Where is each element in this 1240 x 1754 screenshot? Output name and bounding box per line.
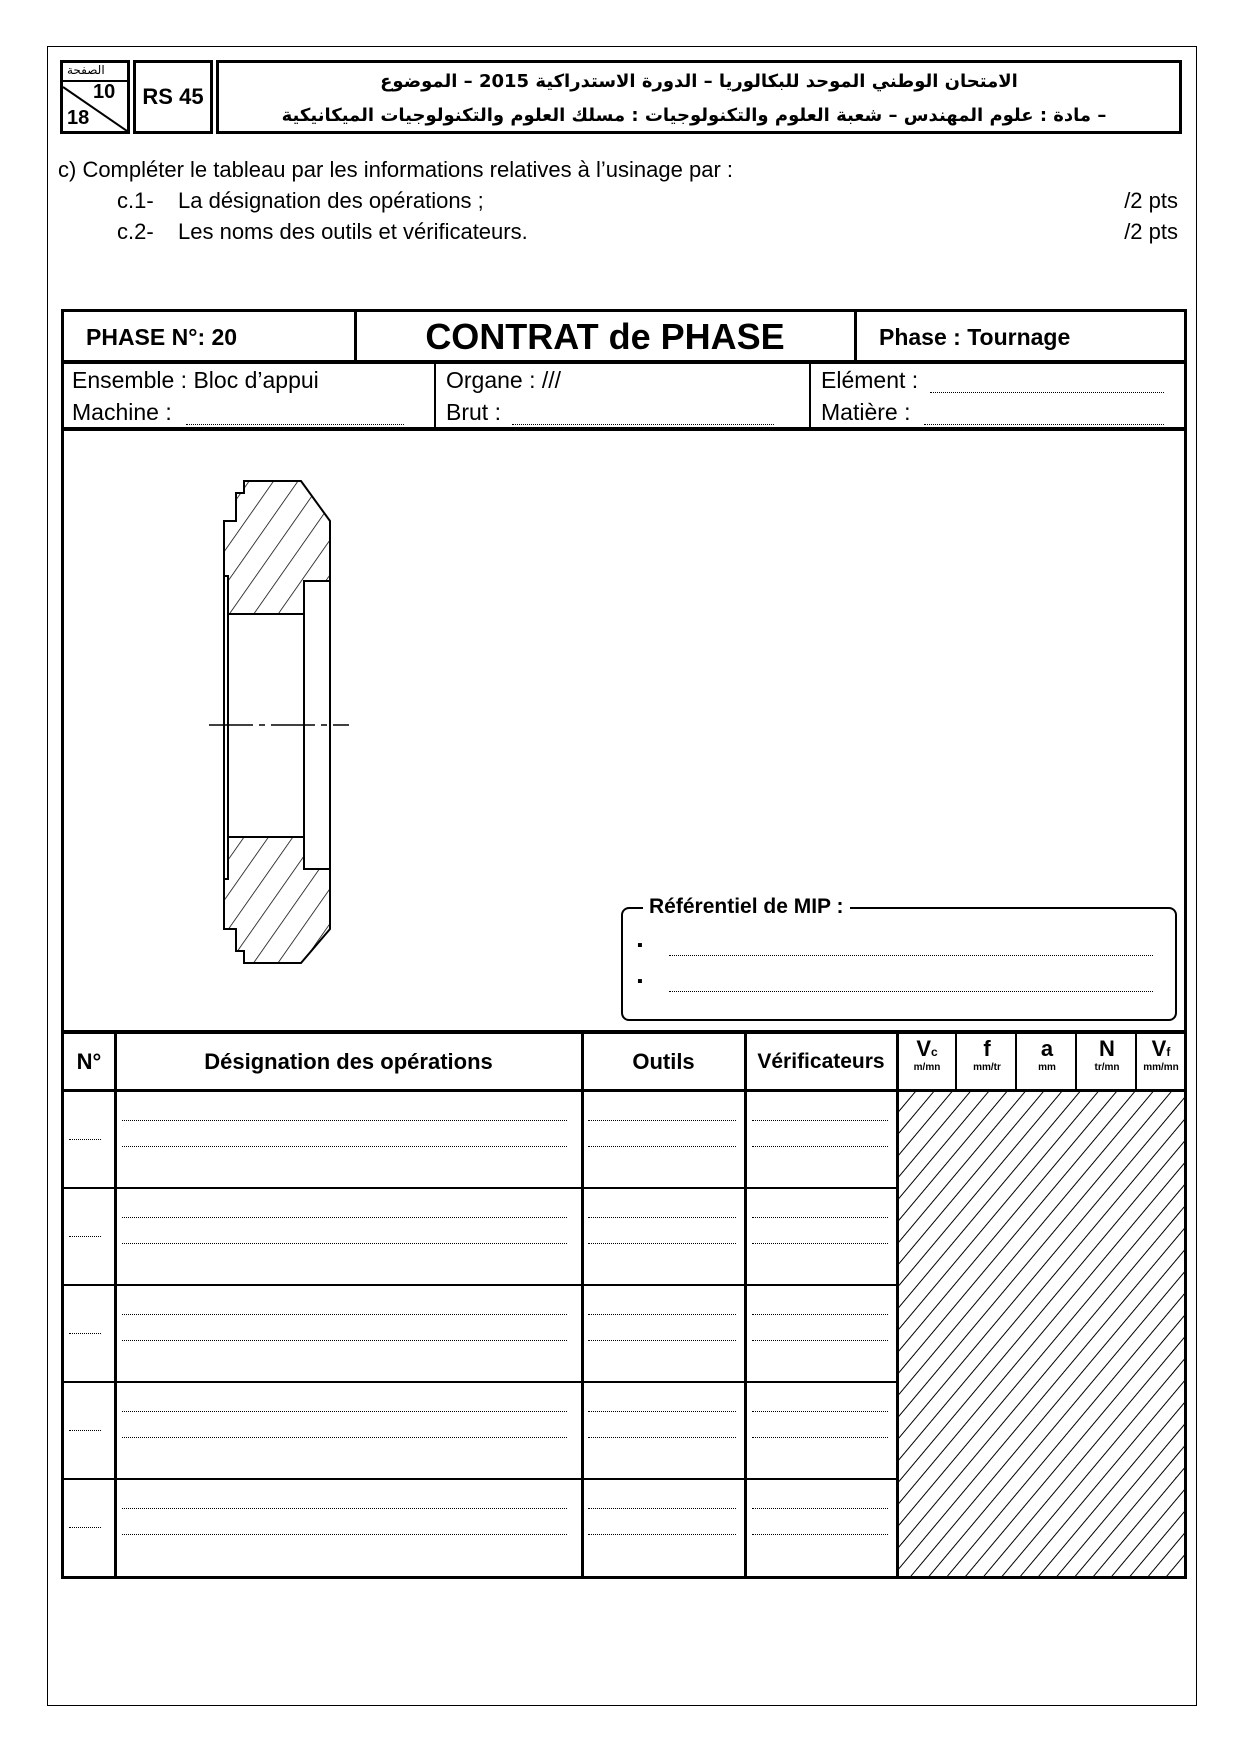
outils-fill-line[interactable] [588, 1243, 736, 1244]
info-row [61, 361, 1187, 430]
question-item-2-num: c.2- [117, 219, 154, 244]
row-number-fill[interactable] [69, 1430, 101, 1431]
verificateurs-fill-line[interactable] [752, 1314, 888, 1315]
designation-fill-line[interactable] [122, 1243, 567, 1244]
page-number-box [60, 60, 130, 134]
phase-type: Phase : Tournage [879, 324, 1071, 350]
matiere-label: Matière : [821, 399, 911, 425]
designation-fill-line[interactable] [122, 1508, 567, 1509]
row-number-fill[interactable] [69, 1527, 101, 1528]
designation-fill-line[interactable] [122, 1120, 567, 1121]
subject-code: RS 45 [133, 60, 213, 134]
designation-fill-line[interactable] [122, 1411, 567, 1412]
row-number-fill[interactable] [69, 1333, 101, 1334]
matiere-fill-line[interactable] [924, 424, 1164, 425]
mip-bullet-2: ▪ [637, 973, 643, 990]
operations-table [61, 1031, 1187, 1579]
outils-fill-line[interactable] [588, 1314, 736, 1315]
param-n: N tr/mn [1094, 1036, 1120, 1073]
verificateurs-fill-line[interactable] [752, 1217, 888, 1218]
phase-number: PHASE N°: 20 [86, 324, 238, 350]
header-verificateurs: Vérificateurs [757, 1050, 885, 1073]
brut-label: Brut : [446, 399, 501, 425]
verificateurs-fill-line[interactable] [752, 1243, 888, 1244]
organe-label: Organe : /// [446, 367, 562, 393]
verificateurs-fill-line[interactable] [752, 1411, 888, 1412]
exam-header [216, 60, 1182, 134]
element-fill-line[interactable] [930, 392, 1164, 393]
verificateurs-fill-line[interactable] [752, 1340, 888, 1341]
page-number: 10 [93, 81, 116, 103]
machine-label: Machine : [72, 399, 172, 425]
question-item-1-num: c.1- [117, 188, 154, 213]
designation-fill-line[interactable] [122, 1534, 567, 1535]
verificateurs-fill-line[interactable] [752, 1508, 888, 1509]
outils-fill-line[interactable] [588, 1340, 736, 1341]
mip-reference-box [621, 895, 1177, 1021]
question-intro: c) Compléter le tableau par les informations relatives à l’usinage par : [58, 157, 733, 182]
contract-title: CONTRAT de PHASE [425, 316, 785, 357]
designation-fill-line[interactable] [122, 1314, 567, 1315]
outils-fill-line[interactable] [588, 1411, 736, 1412]
ensemble-label: Ensemble : Bloc d’appui [72, 367, 319, 393]
outils-fill-line[interactable] [588, 1534, 736, 1535]
brut-fill-line[interactable] [512, 424, 774, 425]
verificateurs-fill-line[interactable] [752, 1437, 888, 1438]
designation-fill-line[interactable] [122, 1340, 567, 1341]
exam-header-line2: – مادة : علوم المهندس – شعبة العلوم والتكنولوجيات : مسلك العلوم والتكنولوجيات الميكانيكية [281, 105, 1107, 126]
verificateurs-fill-line[interactable] [752, 1146, 888, 1147]
outils-fill-line[interactable] [588, 1437, 736, 1438]
param-vf: Vf mm/mn [1143, 1036, 1179, 1073]
outils-fill-line[interactable] [588, 1120, 736, 1121]
element-label: Elément : [821, 367, 919, 393]
param-vc: Vc m/mn [913, 1036, 941, 1073]
page-total: 18 [67, 107, 90, 129]
question-item-1-points: /2 pts [1124, 188, 1178, 213]
param-a: a mm [1038, 1036, 1056, 1073]
header-outils: Outils [632, 1049, 695, 1074]
row-number-fill[interactable] [69, 1139, 101, 1140]
verificateurs-fill-line[interactable] [752, 1120, 888, 1121]
exam-header-line1: الامتحان الوطني الموحد للبكالوريا – الدورة الاستدراكية 2015 – الموضوع [380, 71, 1018, 92]
outils-fill-line[interactable] [588, 1508, 736, 1509]
mip-fill-line-1[interactable] [669, 955, 1153, 956]
designation-fill-line[interactable] [122, 1146, 567, 1147]
param-f: f mm/tr [973, 1036, 1001, 1073]
phase-header-row [61, 309, 1187, 363]
mip-bullet-1: ▪ [637, 937, 643, 954]
mip-title: Référentiel de MIP : [643, 895, 850, 919]
outils-fill-line[interactable] [588, 1146, 736, 1147]
header-number: N° [76, 1049, 102, 1074]
header-designation: Désignation des opérations [204, 1049, 493, 1074]
designation-fill-line[interactable] [122, 1437, 567, 1438]
machine-fill-line[interactable] [186, 424, 404, 425]
question-item-2-points: /2 pts [1124, 219, 1178, 244]
mip-fill-line-2[interactable] [669, 991, 1153, 992]
question-item-1-text: La désignation des opérations ; [178, 188, 484, 213]
question-item-2-text: Les noms des outils et vérificateurs. [178, 219, 528, 244]
verificateurs-fill-line[interactable] [752, 1534, 888, 1535]
hatched-params-area [897, 1091, 1184, 1578]
page-label: الصفحة [67, 63, 105, 77]
outils-fill-line[interactable] [588, 1217, 736, 1218]
designation-fill-line[interactable] [122, 1217, 567, 1218]
row-number-fill[interactable] [69, 1236, 101, 1237]
